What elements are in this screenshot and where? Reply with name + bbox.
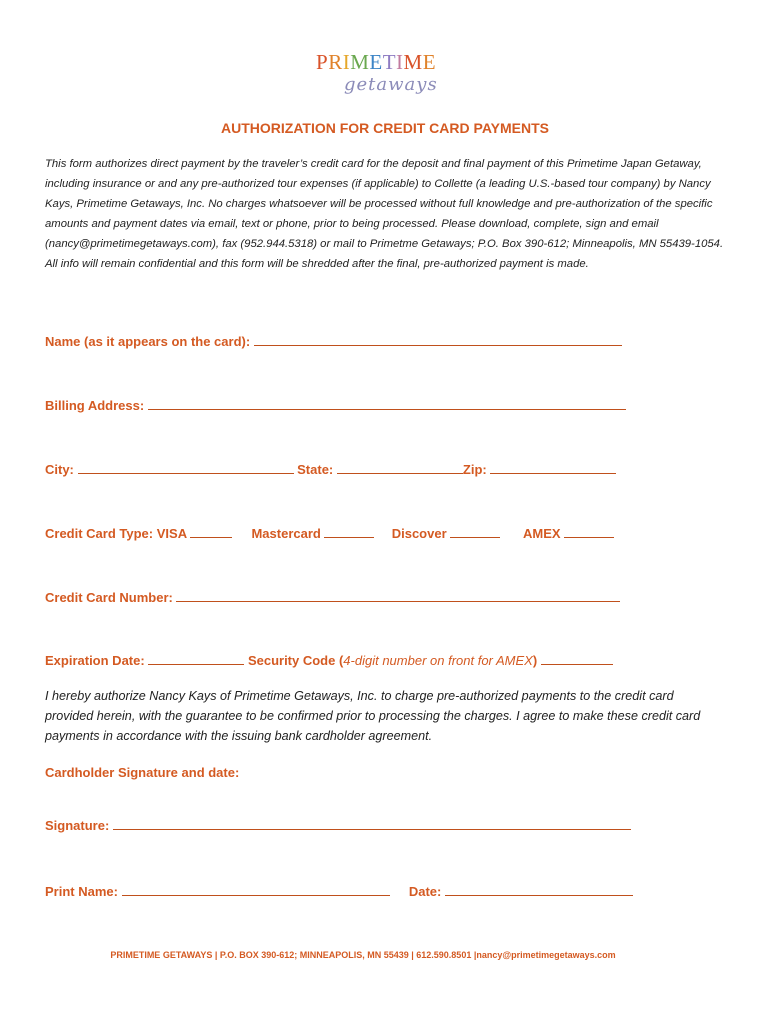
- billing-address-label: Billing Address:: [45, 398, 145, 413]
- footer-contact: PRIMETIME GETAWAYS | P.O. BOX 390-612; MINNEAPOLIS, MN 55439 | 612.590.8501 |nancy@primetimegetaways.com: [110, 950, 616, 960]
- security-code-input-line[interactable]: [541, 651, 613, 665]
- print-name-date-row: [45, 882, 633, 899]
- logo-letter: M: [350, 50, 370, 74]
- security-code-label: Security Code (: [247, 653, 344, 668]
- visa-label: VISA: [156, 526, 187, 541]
- security-code-close: ): [532, 653, 538, 668]
- mastercard-input-line[interactable]: [324, 524, 374, 538]
- logo-letter: E: [422, 50, 437, 74]
- state-label: State:: [297, 462, 334, 477]
- discover-label: Discover: [391, 526, 447, 541]
- logo-letter: M: [403, 50, 423, 74]
- logo-letter: I: [396, 50, 404, 74]
- date-label: Date:: [408, 884, 442, 899]
- card-type-label: Credit Card Type:: [45, 526, 154, 541]
- logo-letter: T: [382, 50, 397, 74]
- authorization-statement: I hereby authorize Nancy Kays of Primetime Getaways, Inc. to charge pre-authorized payments to the credit card provided herein, with the guarantee to be confirmed prior to processing the charges. I agree to make these credit card payments in accordance with the issuing bank cardholder agreement.: [45, 689, 701, 743]
- logo-subtitle: getaways: [344, 74, 438, 95]
- name-label: Name (as it appears on the card):: [45, 334, 251, 349]
- primetime-logo: [300, 46, 470, 106]
- name-field: [45, 332, 622, 349]
- amex-label: AMEX: [523, 526, 561, 541]
- expiration-label: Expiration Date:: [45, 653, 145, 668]
- expiration-input-line[interactable]: [148, 651, 244, 665]
- amex-input-line[interactable]: [564, 524, 614, 538]
- discover-input-line[interactable]: [450, 524, 500, 538]
- name-input-line[interactable]: [254, 332, 622, 346]
- city-state-zip-row: [45, 460, 616, 477]
- date-input-line[interactable]: [445, 882, 633, 896]
- cardholder-heading: Cardholder Signature and date:: [45, 765, 240, 780]
- billing-address-field: [45, 396, 626, 413]
- city-label: City:: [45, 462, 74, 477]
- state-input-line[interactable]: [337, 460, 463, 474]
- logo-wordmark: [316, 50, 436, 75]
- logo-letter: P: [316, 50, 329, 74]
- logo-letter: I: [342, 50, 351, 74]
- form-title: AUTHORIZATION FOR CREDIT CARD PAYMENTS: [221, 120, 549, 136]
- card-number-input-line[interactable]: [176, 588, 620, 602]
- visa-input-line[interactable]: [190, 524, 232, 538]
- mastercard-label: Mastercard: [251, 526, 321, 541]
- signature-label: Signature:: [45, 818, 110, 833]
- city-input-line[interactable]: [78, 460, 294, 474]
- security-code-note: 4-digit number on front for AMEX: [343, 653, 533, 668]
- card-number-field: [45, 588, 620, 605]
- intro-paragraph: This form authorizes direct payment by the traveler’s credit card for the deposit and final payment of this Primetime Japan Getaway, including insurance or and any pre-authorized tour expenses (if applicable) to Collette (a leading U.S.-based tour company) by Nancy Kays, Primetime Getaways, Inc. No charges whatsoever will be processed without full knowledge and pre-authorization of the specific amounts and payment dates via email, text or phone, prior to being processed. Please download, complete, sign and email (nancy@primetimegetaways.com), fax (952.944.5318) or mail to Primetme Getaways; P.O. Box 390-612; Minneapolis, MN 55439-1054. All info will remain confidential and this form will be shredded after the final, pre-authorized payment is made.: [45, 158, 724, 270]
- signature-field: [45, 816, 631, 833]
- logo-letter: E: [369, 50, 383, 74]
- billing-address-input-line[interactable]: [148, 396, 626, 410]
- logo-letter: R: [328, 50, 343, 74]
- zip-input-line[interactable]: [490, 460, 616, 474]
- print-name-input-line[interactable]: [122, 882, 390, 896]
- card-type-row: [45, 524, 614, 541]
- print-name-label: Print Name:: [45, 884, 118, 899]
- expiration-security-row: [45, 651, 613, 668]
- signature-input-line[interactable]: [113, 816, 631, 830]
- card-number-label: Credit Card Number:: [45, 590, 173, 605]
- zip-label: Zip:: [462, 462, 487, 477]
